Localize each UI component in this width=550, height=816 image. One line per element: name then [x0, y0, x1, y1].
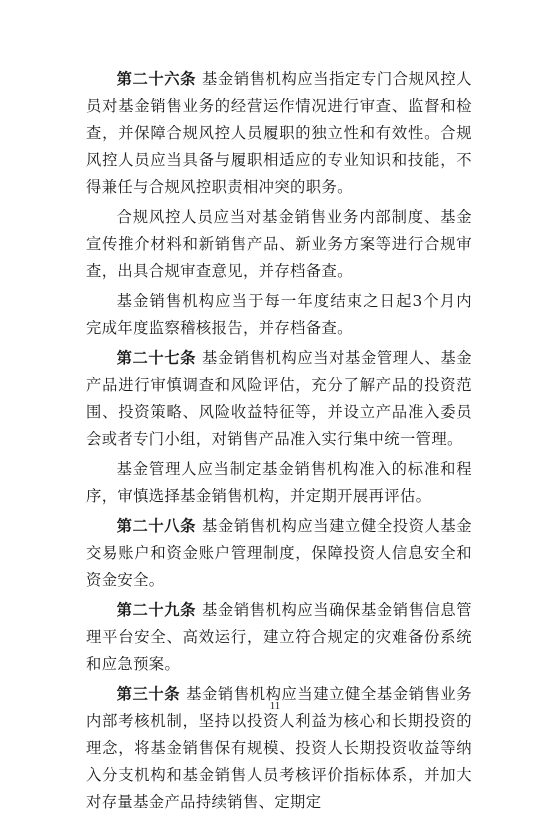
paragraph-text: 基金销售机构应当于每一年度结束之日起3个月内完成年度监察稽核报告，并存档备查。: [86, 292, 472, 337]
paragraph-text: 基金管理人应当制定基金销售机构准入的标准和程序，审慎选择基金销售机构，并定期开展再评估。: [86, 460, 472, 505]
paragraph-manager-selection: [86, 456, 472, 510]
paragraph-text: 基金销售机构应当对基金管理人、基金产品进行审慎调查和风险评估，充分了解产品的投资范围、投资策略、风险收益特征等，并设立产品准入委员会或者专门小组，对销售产品准入实行集中统一管理。: [86, 349, 472, 448]
paragraph-annual-report: [86, 288, 472, 342]
page-number: 11: [269, 700, 281, 712]
article-heading: 第二十九条: [116, 601, 197, 619]
article-heading: 第二十八条: [116, 517, 197, 535]
paragraph-article-27: [86, 345, 472, 453]
paragraph-article-26: [86, 66, 472, 201]
paragraph-article-29: [86, 597, 472, 678]
paragraph-article-28: [86, 513, 472, 594]
paragraph-compliance-review: [86, 204, 472, 285]
article-heading: 第二十七条: [116, 349, 197, 367]
paragraph-text: 基金销售机构应当确保基金销售信息管理平台安全、高效运行，建立符合规定的灾难备份系统和应急预案。: [86, 601, 472, 673]
article-heading: 第二十六条: [116, 70, 197, 88]
paragraph-text: 合规风控人员应当对基金销售业务内部制度、基金宣传推介材料和新销售产品、新业务方案等进行合规审查，出具合规审查意见，并存档备查。: [86, 208, 472, 280]
paragraph-text: 基金销售机构应当建立健全投资人基金交易账户和资金账户管理制度，保障投资人信息安全和资金安全。: [86, 517, 472, 589]
paragraph-text: 基金销售机构应当建立健全基金销售业务内部考核机制，坚持以投资人利益为核心和长期投资的理念，将基金销售保有规模、投资人长期投资收益等纳入分支机构和基金销售人员考核评价指标体系，并加大对存量基金产品持续销售、定期定: [86, 685, 472, 811]
article-heading: 第三十条: [116, 685, 181, 703]
paragraph-text: 基金销售机构应当指定专门合规风控人员对基金销售业务的经营运作情况进行审查、监督和检查，并保障合规风控人员履职的独立性和有效性。合规风控人员应当具备与履职相适应的专业知识和技能，不得兼任与合规风控职责相冲突的职务。: [86, 70, 472, 196]
